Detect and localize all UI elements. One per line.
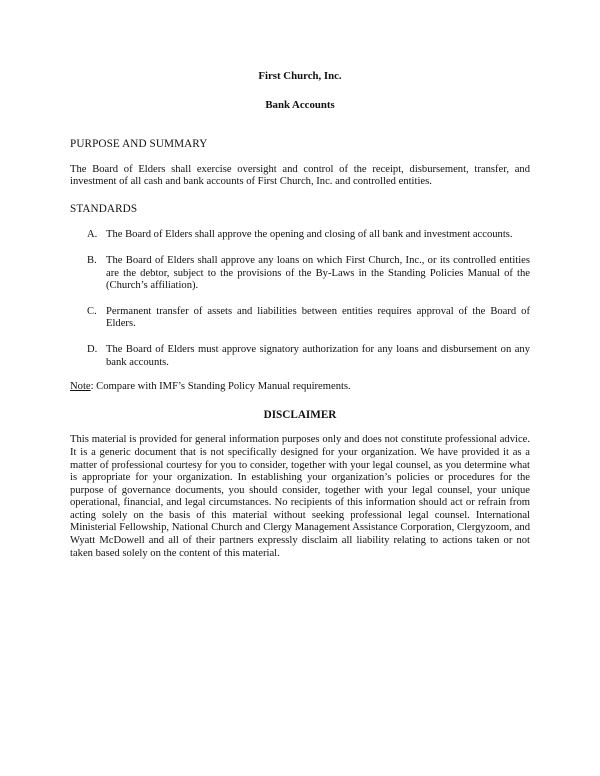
document-page <box>70 70 530 560</box>
standards-list <box>70 229 530 369</box>
list-item-text: The Board of Elders must approve signatory authorization for any loans and disbursement on any bank accounts. <box>106 343 530 368</box>
purpose-heading: PURPOSE AND SUMMARY <box>70 138 208 150</box>
standards-heading: STANDARDS <box>70 202 138 215</box>
disclaimer-text: This material is provided for general information purposes only and does not constitute professional advice. It is a generic document that is not specifically designed for your organization. We have provided it as a matter of professional courtesy for you to consider, together with your legal counsel, as you determine what is appropriate for your organization. In establishing your organization’s policies or procedures for the purpose of governance documents, you should consider, together with your legal counsel, your unique operational, financial, and legal circumstances. No recipients of this information should act or refrain from acting solely on the basis of this material without seeking professional legal counsel. International Ministerial Fellowship, National Church and Clergy Management Assistance Corporation, Clergyzoom, and Wyatt McDowell and all of their partners expressly disclaim all liability relating to actions taken or not taken based solely on the content of this material. <box>70 434 530 559</box>
document-title: First Church, Inc. <box>258 70 342 82</box>
list-item-text: The Board of Elders shall approve any loans on which First Church, Inc., or its controlled entities are the debtor, subject to the provisions of the By-Laws in the Standing Policies Manual of the (Church’s affiliation). <box>106 254 530 292</box>
list-marker: D. <box>87 343 98 355</box>
standards-item-c <box>70 306 530 331</box>
note <box>70 381 530 394</box>
list-item-text: Permanent transfer of assets and liabilities between entities requires approval of the Board of Elders. <box>106 305 530 330</box>
note-text: : Compare with IMF’s Standing Policy Manual requirements. <box>90 381 351 393</box>
purpose-text: The Board of Elders shall exercise oversight and control of the receipt, disbursement, transfer, and investment of all cash and bank accounts of First Church, Inc. and controlled entities. <box>70 163 530 188</box>
list-marker: C. <box>87 305 97 317</box>
standards-item-d <box>70 344 530 369</box>
list-item-text: The Board of Elders shall approve the opening and closing of all bank and investment accounts. <box>106 229 513 241</box>
standards-item-b <box>70 255 530 293</box>
standards-item-a <box>70 229 530 242</box>
document-subtitle: Bank Accounts <box>265 99 335 111</box>
list-marker: B. <box>87 254 97 266</box>
disclaimer-heading: DISCLAIMER <box>263 408 337 421</box>
list-marker: A. <box>87 229 98 241</box>
note-label: Note <box>70 381 91 393</box>
